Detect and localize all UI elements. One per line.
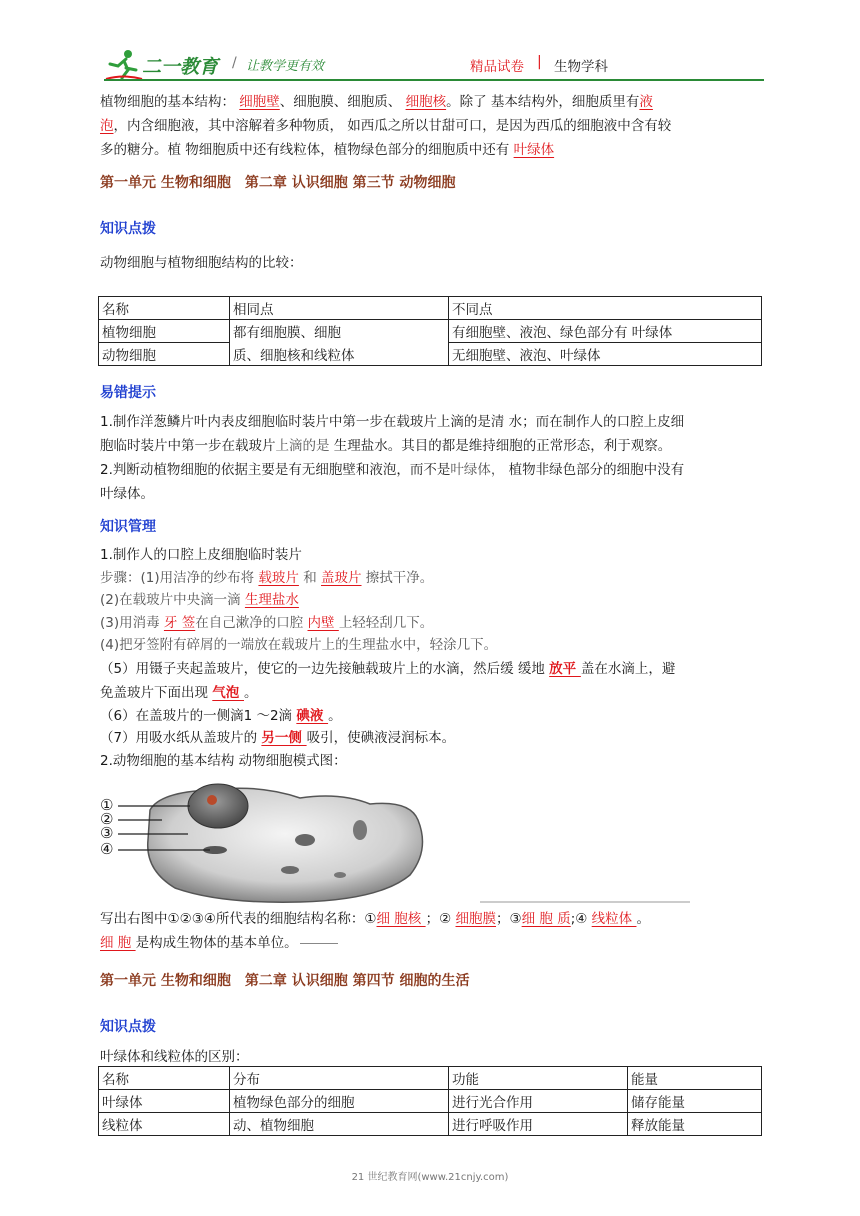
header-subject: 生物学科 — [554, 59, 608, 75]
table-cell: 质、细胞核和线粒体 — [230, 343, 449, 366]
step-2: (2)在载玻片中央滴一滴 生理盐水 — [100, 592, 299, 608]
animal-cell-figure — [100, 770, 690, 910]
table-cell: 名称 — [99, 1067, 230, 1090]
header — [104, 44, 764, 84]
err-line-4: 叶绿体。 — [100, 486, 154, 502]
step-6: （6）在盖玻片的一侧滴1 ～2滴 碘液 。 — [100, 707, 342, 724]
table-cell: 动物细胞 — [99, 343, 230, 366]
page-footer: 21 世纪教育网(www.21cnjy.com) — [351, 1172, 509, 1183]
err-line-1: 1.制作洋葱鳞片叶内表皮细胞临时装片中第一步在载玻片上滴的是清 水；而在制作人的口腔上皮细 — [100, 414, 685, 430]
table-row — [99, 1090, 762, 1113]
animal-cell-diagram — [100, 770, 690, 910]
runner-logo-icon — [104, 48, 144, 82]
table-cell: 动、植物细胞 — [230, 1113, 449, 1136]
table-row — [99, 1113, 762, 1136]
step-3: (3)用消毒 牙 签在自己漱净的口腔 内壁 上轻轻刮几下。 — [100, 614, 434, 631]
intro-line-2: 泡，内含细胞液，其中溶解着多种物质， 如西瓜之所以甘甜可口，是因为西瓜的细胞液中含有较 — [100, 118, 672, 134]
figure-question-line-2: 细 胞 是构成生物体的基本单位。 — [100, 931, 770, 955]
table-cell: 储存能量 — [628, 1090, 762, 1113]
header-slogan: 让教学更有效 — [246, 59, 325, 74]
intro-paragraph — [100, 90, 765, 162]
procedure — [100, 544, 765, 772]
err-line-3: 2.判断动植物细胞的依据主要是有无细胞壁和液泡，而不是叶绿体， 植物非绿色部分的细胞中没有 — [100, 462, 685, 478]
organelle-table — [98, 1066, 762, 1136]
proc-heading: 1.制作人的口腔上皮细胞临时装片 — [100, 547, 302, 563]
table-cell: 叶绿体 — [99, 1090, 230, 1113]
blank-vacuole-a: 液 — [639, 94, 653, 110]
blank-nucleus: 细胞核 — [405, 94, 447, 110]
ycts-heading: 易错提示 — [100, 385, 156, 401]
step-1: 步骤：(1)用洁净的纱布将 载玻片 和 盖玻片 擦拭干净。 — [100, 569, 434, 586]
section4-zsdb-heading: 知识点拨 — [100, 1019, 156, 1035]
table-cell: 能量 — [628, 1067, 762, 1090]
header-separator: | — [537, 54, 542, 70]
header-slash: / — [232, 55, 237, 71]
header-right-label: 精品试卷 — [470, 59, 524, 75]
blank-cell-wall: 细胞壁 — [239, 94, 280, 110]
table-cell: 进行光合作用 — [449, 1090, 628, 1113]
brand-name: 二一教育 — [142, 56, 219, 78]
fig-label-4: ④ — [100, 840, 114, 858]
table-cell: 不同点 — [449, 297, 762, 320]
table-cell: 无细胞壁、液泡、叶绿体 — [449, 343, 762, 366]
compare-table — [98, 296, 762, 366]
step-5: （5）用镊子夹起盖玻片，使它的一边先接触载玻片上的水滴，然后缓 缓地 放平 盖在水滴上，避 — [100, 660, 676, 677]
figure-question-line-1: 写出右图中①②③④所代表的细胞结构名称：①细 胞核 ；② 细胞膜；③细 胞 质;④ 线粒体 。 — [100, 911, 650, 927]
step-5-cont: 免盖玻片下面出现 气泡 。 — [100, 684, 258, 701]
header-rule — [104, 79, 764, 81]
blank-vacuole-b: 泡 — [100, 118, 114, 134]
error-tips — [100, 410, 765, 506]
zsgl-heading: 知识管理 — [100, 519, 156, 535]
blank-chloroplast: 叶绿体 — [513, 142, 555, 158]
compare-intro: 动物细胞与植物细胞结构的比较： — [100, 255, 303, 271]
table-cell: 名称 — [99, 297, 230, 320]
nucleus-shape — [188, 784, 248, 828]
table-row — [99, 343, 762, 366]
intro-line-3: 多的糖分。植 物细胞质中还有线粒体，植物绿色部分的细胞质中还有 叶绿体 — [100, 142, 555, 158]
step-4: (4)把牙签附有碎屑的一端放在载玻片上的生理盐水中，轻涂几下。 — [100, 637, 498, 653]
step-7: （7）用吸水纸从盖玻片的 另一侧 吸引，使碘液浸润标本。 — [100, 730, 456, 746]
section4-intro: 叶绿体和线粒体的区别： — [100, 1049, 249, 1065]
table-cell: 分布 — [230, 1067, 449, 1090]
table-cell: 植物绿色部分的细胞 — [230, 1090, 449, 1113]
intro-line-1: 植物细胞的基本结构： 细胞壁、细胞膜、细胞质、 细胞核。除了 基本结构外，细胞质里有液 — [100, 94, 653, 110]
table-row — [99, 320, 762, 343]
err-line-2: 胞临时装片中第一步在载玻片上滴的是 生理盐水。其目的都是维持细胞的正常形态，利于观察。 — [100, 438, 672, 454]
figure-question — [100, 907, 770, 955]
fig-label-1: ① — [100, 796, 114, 814]
section4-title: 第一单元 生物和细胞 第二章 认识细胞 第四节 细胞的生活 — [100, 973, 470, 989]
table-cell: 功能 — [449, 1067, 628, 1090]
table-cell: 植物细胞 — [99, 320, 230, 343]
table-header-row — [99, 1067, 762, 1090]
table-cell: 有细胞壁、液泡、绿色部分有 叶绿体 — [449, 320, 762, 343]
fig-label-3: ③ — [100, 824, 114, 842]
section3-zsdb-heading: 知识点拨 — [100, 221, 156, 237]
table-cell: 相同点 — [230, 297, 449, 320]
table-cell: 线粒体 — [99, 1113, 230, 1136]
table-cell: 进行呼吸作用 — [449, 1113, 628, 1136]
table-cell: 都有细胞膜、细胞 — [230, 320, 449, 343]
cell-structure-heading: 2.动物细胞的基本结构 动物细胞模式图： — [100, 752, 347, 769]
fig-label-2: ② — [100, 810, 114, 828]
section3-title: 第一单元 生物和细胞 第二章 认识细胞 第三节 动物细胞 — [100, 175, 456, 191]
table-header-row — [99, 297, 762, 320]
table-cell: 释放能量 — [628, 1113, 762, 1136]
